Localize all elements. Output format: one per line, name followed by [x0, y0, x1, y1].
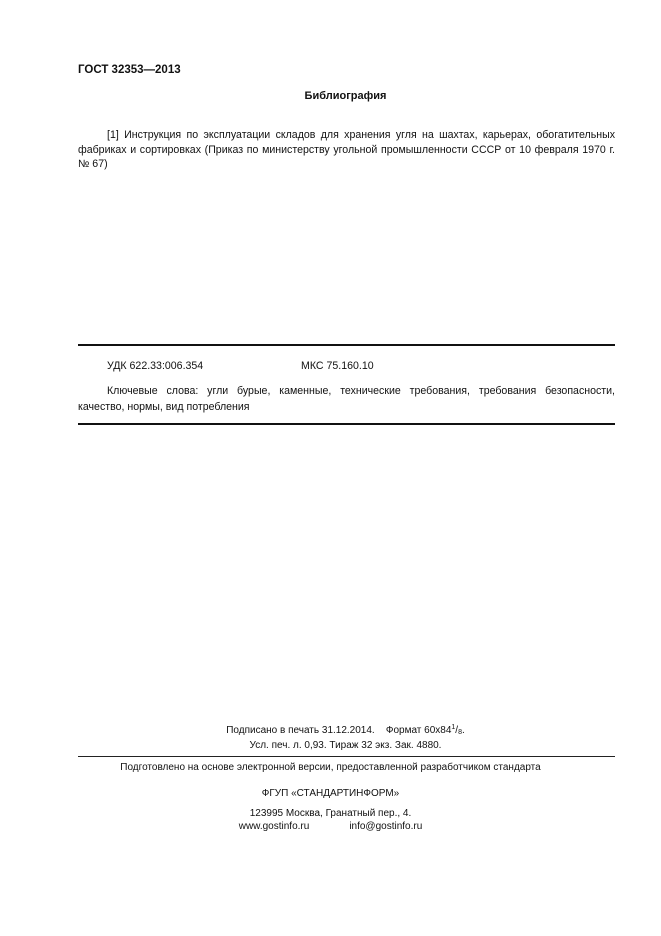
bottom-divider	[78, 423, 615, 425]
imprint-line-2: Усл. печ. л. 0,93. Тираж 32 экз. Зак. 4880.	[249, 739, 442, 751]
bibliography-entry: [1] Инструкция по эксплуатации складов для хранения угля на шахтах, карьерах, обогатительных фабриках и сортировках (Приказ по министерству угольной промышленности СССР от 10 февраля 1970 г. № 67)	[78, 129, 615, 171]
format-denominator: 8	[458, 729, 462, 736]
imprint-divider	[78, 756, 615, 757]
keywords: Ключевые слова: угли бурые, каменные, технические требования, требования безопасности, качество, нормы, вид потребления	[78, 385, 615, 413]
imprint-block	[0, 722, 661, 752]
document-code: ГОСТ 32353—2013	[78, 64, 181, 76]
classification-codes	[107, 360, 374, 372]
email-link[interactable]: info@gostinfo.ru	[349, 821, 423, 832]
website-link[interactable]: www.gostinfo.ru	[238, 821, 310, 832]
signed-date: Подписано в печать 31.12.2014.	[226, 725, 375, 736]
mks-code: МКС 75.160.10	[301, 360, 374, 372]
bibliography-title: Библиография	[304, 90, 387, 102]
format-end: .	[461, 725, 465, 736]
top-divider	[78, 344, 615, 346]
publisher-contacts	[0, 821, 661, 834]
format-numerator: 1	[451, 724, 456, 731]
imprint-line-1: Подписано в печать 31.12.2014. Формат $60x84^1/_8$.	[226, 724, 465, 736]
format-label: Формат 60x84	[385, 725, 452, 736]
udk-code: УДК 622.33:006.354	[107, 360, 204, 372]
publisher-address: 123995 Москва, Гранатный пер., 4.	[249, 808, 412, 819]
publisher-name: ФГУП «СТАНДАРТИНФОРМ»	[261, 788, 400, 799]
prepared-note: Подготовлено на основе электронной версии, предоставленной разработчиком стандарта	[120, 762, 541, 773]
